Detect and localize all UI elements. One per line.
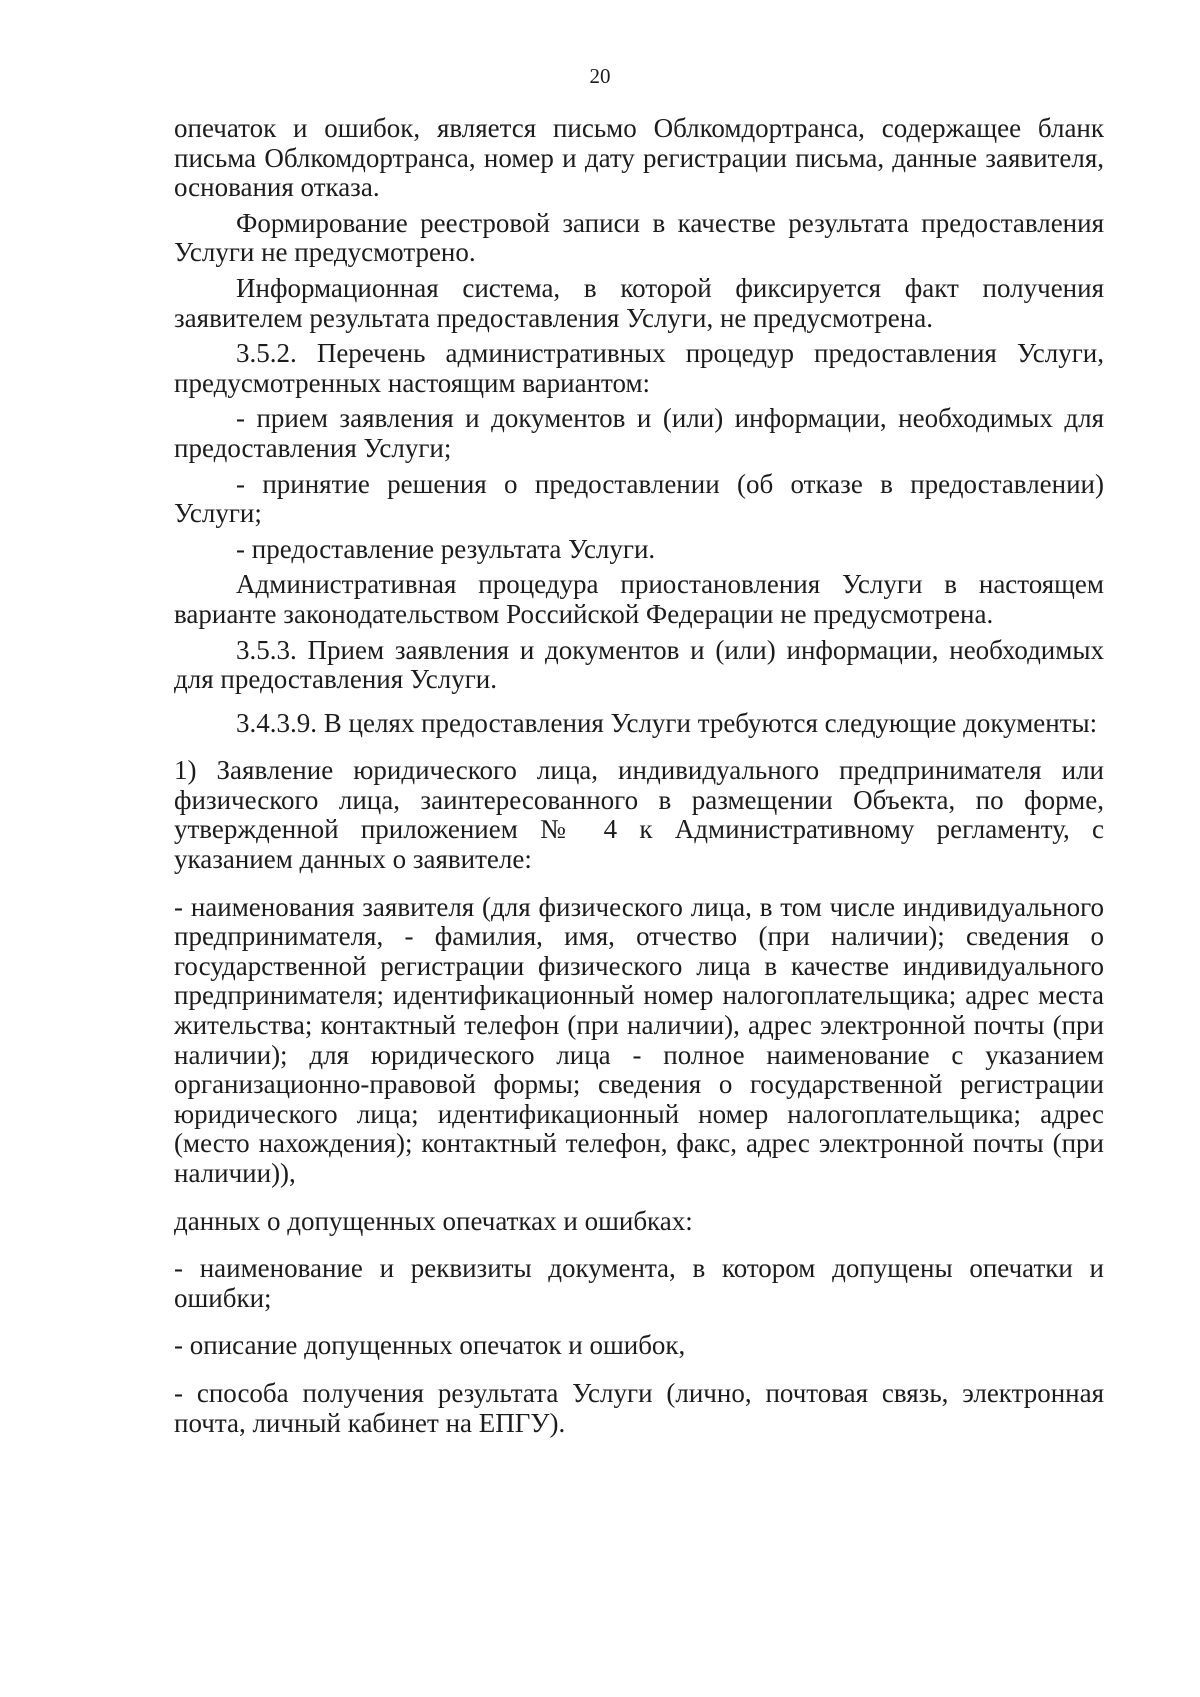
paragraph-rejection-letter: опечаток и ошибок, является письмо Облкомдортранса, содержащее бланк письма Облкомдортранса, номер и дату регистрации письма, данные заявителя, основания отказа.	[174, 113, 1104, 203]
list-item-errors-description: - описание допущенных опечаток и ошибок,	[174, 1330, 686, 1361]
paragraph-3-4-3-9: 3.4.3.9. В целях предоставления Услуги требуются следующие документы:	[236, 707, 1098, 738]
paragraph-3-5-3-heading: 3.5.3. Прием заявления и документов и (или) информации, необходимых для предоставления Услуги.	[174, 634, 1104, 695]
paragraph-errors-data: данных о допущенных опечатках и ошибках:	[174, 1205, 693, 1236]
required-documents-section	[174, 709, 1104, 1438]
paragraph-3-5-2-heading: 3.5.2. Перечень административных процедур предоставления Услуги, предусмотренных настоящим вариантом:	[174, 338, 1104, 398]
list-item-receive-application: - прием заявления и документов и (или) информации, необходимых для предоставления Услуги;	[174, 403, 1104, 463]
list-item-provide-result: - предоставление результата Услуги.	[236, 533, 656, 564]
document-body	[174, 114, 1104, 1456]
page-number: 20	[589, 64, 611, 88]
paragraph-information-system: Информационная система, в которой фиксируется факт получения заявителем результата предоставления Услуги, не предусмотрена.	[174, 272, 1104, 333]
list-item-decision: - принятие решения о предоставлении (об отказе в предоставлении) Услуги;	[174, 468, 1104, 529]
paragraph-application: 1) Заявление юридического лица, индивидуального предпринимателя или физического лица, заинтересованного в размещении Объекта, по форме, утвержденной приложением № 4 к Административному регламенту, с указанием данных о заявителе:	[174, 755, 1104, 875]
list-item-document-details: - наименование и реквизиты документа, в котором допущены опечатки и ошибки;	[174, 1253, 1104, 1313]
paragraph-registry-record: Формирование реестровой записи в качестве результата предоставления Услуги не предусмотрено.	[174, 207, 1104, 268]
paragraph-applicant-data: - наименования заявителя (для физического лица, в том числе индивидуального предпринимателя, - фамилия, имя, отчество (при наличии); сведения о государственной регистрации физического лица в качестве индивидуального предпринимателя; идентификационный номер налогоплательщика; адрес места жительства; контактный телефон (при наличии), адрес электронной почты (при наличии); для юридического лица - полное наименование с указанием организационно-правовой формы; сведения о государственной регистрации юридического лица; идентификационный номер налогоплательщика; адрес (место нахождения); контактный телефон, факс, адрес электронной почты (при наличии)),	[174, 891, 1104, 1188]
paragraph-suspension: Административная процедура приостановления Услуги в настоящем варианте законодательством Российской Федерации не предусмотрена.	[174, 569, 1104, 629]
list-item-result-method: - способа получения результата Услуги (лично, почтовая связь, электронная почта, личный кабинет на ЕПГУ).	[174, 1377, 1104, 1438]
